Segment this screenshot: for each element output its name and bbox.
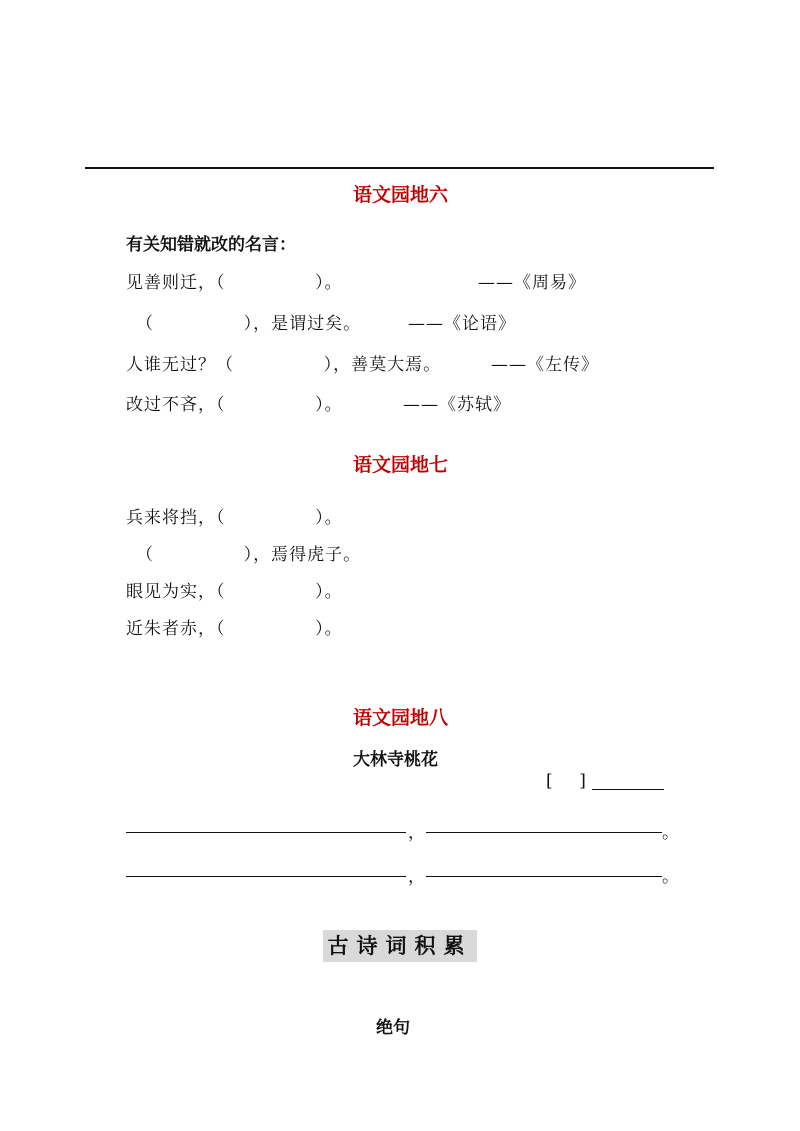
poem-comma-1: ， (408, 823, 426, 843)
poem-blank-3[interactable] (126, 876, 406, 877)
section8-title: 语文园地八 (353, 707, 449, 729)
section7-line-3: 眼见为实，（ ）。 (126, 582, 343, 602)
poem-blank-4[interactable] (426, 876, 662, 877)
section6-source-4: ——《苏轼》 (403, 395, 511, 415)
author-bracket: [ ] (546, 771, 587, 791)
section6-line-2: （ ），是谓过矣。 (136, 314, 362, 334)
poem-period-2: 。 (662, 867, 680, 887)
section7-line-1: 兵来将挡，（ ）。 (126, 508, 343, 528)
section6-line-4: 改过不吝，（ ）。 (126, 395, 343, 415)
section6-source-1: ——《周易》 (478, 273, 586, 293)
section7-title: 语文园地七 (353, 454, 449, 476)
section6-line-1: 见善则迁，（ ）。 (126, 273, 343, 293)
section7-line-2: （ ），焉得虎子。 (136, 545, 362, 565)
section7-line-4: 近朱者赤，（ ）。 (126, 619, 343, 639)
section6-source-2: ——《论语》 (408, 314, 516, 334)
section6-title: 语文园地六 (353, 184, 449, 206)
poem2-title: 绝句 (376, 1018, 410, 1038)
section6-subtitle: 有关知错就改的名言： (126, 235, 296, 255)
poem-blank-1[interactable] (126, 832, 406, 833)
poem-blank-2[interactable] (426, 832, 662, 833)
header-rule (85, 167, 714, 169)
author-blank[interactable] (592, 789, 664, 790)
section6-line-3: 人谁无过？（ ），善莫大焉。 (126, 355, 442, 375)
poem-period-1: 。 (662, 823, 680, 843)
ancient-poetry-banner: 古诗词积累 (323, 930, 477, 962)
poem-title: 大林寺桃花 (353, 750, 438, 770)
section6-source-3: ——《左传》 (491, 355, 599, 375)
poem-comma-2: ， (408, 867, 426, 887)
